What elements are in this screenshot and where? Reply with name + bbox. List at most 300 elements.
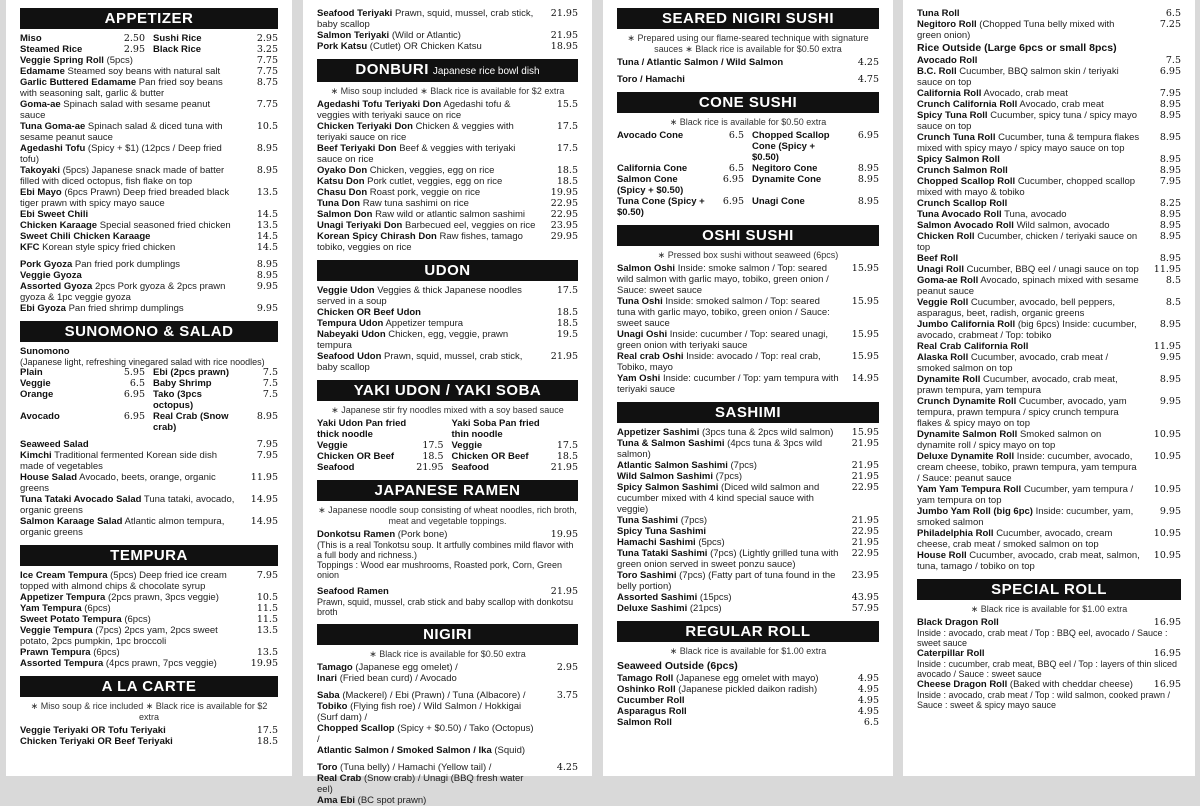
menu-item-appetizer-tempura [20, 592, 278, 603]
section-japanese-ramen [317, 480, 578, 617]
item-price: 21.95 [550, 30, 578, 41]
item-price: 8.75 [256, 77, 278, 88]
item-price: 9.95 [1159, 352, 1181, 363]
item-name: Seafood [317, 462, 355, 473]
item-name: Asparagus Roll [617, 706, 687, 717]
item-name: Yam Yam Tempura Roll [917, 484, 1022, 495]
item-description: (7pcs) [715, 471, 743, 482]
item-description: Atlantic almon tempura, organic greens [20, 516, 225, 538]
item-text [317, 41, 538, 52]
item-price: 4.95 [857, 684, 879, 695]
item-name: Donkotsu Ramen [317, 529, 396, 540]
item-price: 6.5 [728, 130, 744, 141]
item-price: 23.95 [851, 570, 879, 581]
item-price: 14.95 [250, 516, 278, 527]
item-text [617, 263, 839, 296]
section-title: APPETIZER [104, 10, 194, 27]
item-text [917, 55, 1141, 66]
item-text [617, 695, 839, 706]
section-header [917, 579, 1181, 600]
item-price: 8.95 [857, 163, 879, 174]
grid-item-steamed-rice [20, 44, 145, 55]
item-text [617, 548, 839, 570]
item-price: 18.5 [556, 176, 578, 187]
item-name: Ebi (2pcs prawn) [153, 367, 230, 378]
grid-item-veggie [317, 440, 444, 451]
menu-item-tuna-sashimi [617, 515, 879, 526]
menu-item-hamachi-sashimi [617, 537, 879, 548]
item-text [20, 625, 238, 647]
item-name: Tuna Oshi [617, 296, 663, 307]
item-text [20, 303, 238, 314]
item-price: 10.95 [1153, 429, 1181, 440]
item-description: Avocado, crab meat [1019, 99, 1104, 110]
item-name: Dynamite Roll [917, 374, 981, 385]
item-name: Oyako Don [317, 165, 368, 176]
item-name: Avocado Roll [917, 55, 978, 66]
menu-item-assorted-sashimi [617, 592, 879, 603]
item-description: Pan fried shrimp dumplings [68, 303, 184, 314]
item-name: Cheese Dragon Roll [917, 679, 1008, 690]
item-text [917, 99, 1141, 110]
item-text [917, 253, 1141, 264]
item-description: (Mackerel) / Ebi (Prawn) / Tuna (Albacore) / [342, 690, 526, 701]
item-text [917, 154, 1141, 165]
section-note: ∗ Pressed box sushi without seaweed (6pcs) [657, 250, 839, 260]
item-description: Inside: smoke salmon / Top: seared wild salmon with garlic mayo, tobiko, green onion / Sauce: sweet sauce [617, 263, 829, 296]
item-name: Korean Spicy Chirash Don [317, 231, 437, 242]
grid-item-miso [20, 33, 145, 44]
item-text [317, 30, 538, 41]
item-name: Alaska Roll [917, 352, 969, 363]
item-description: 2pcs Pork gyoza & 2pcs prawn gyoza & 1pc veggie gyoza [20, 281, 226, 303]
item-name: Tuna Avocado Roll [917, 209, 1002, 220]
item-description: Cucumber, spicy tuna / spicy mayo sauce on top [917, 110, 1137, 132]
menu-item-saba [317, 690, 578, 701]
menu-item-tuna-tataki-sashimi [617, 548, 879, 570]
item-name: Tuna / Atlantic Salmon / Wild Salmon [617, 57, 784, 68]
section-note: ∗ Prepared using our flame-seared technique with signature sauces ∗ Black rice is available for $0.50 extra [627, 33, 869, 54]
section-title: YAKI UDON / YAKI SOBA [353, 382, 542, 399]
section-subtitle: Japanese rice bowl dish [432, 66, 540, 77]
item-description: (6pcs Prawn) Deep fried breaded black tiger prawn with spicy mayo sauce [20, 187, 230, 209]
item-price: 8.95 [1159, 231, 1181, 242]
item-name: Agedashi Tofu Teriyaki Don [317, 99, 442, 110]
item-text [317, 165, 538, 176]
item-name: Garlic Buttered Edamame [20, 77, 137, 88]
section-title: DONBURI [355, 61, 429, 78]
item-name: Steamed Rice [20, 44, 83, 55]
item-price: 19.95 [550, 529, 578, 540]
menu-item-tuna-avocado-roll [917, 209, 1181, 220]
menu-item-beef-teriyaki-don [317, 143, 578, 165]
item-name: Tako (3pcs octopus) [153, 389, 202, 411]
item-name: Veggie Teriyaki OR Tofu Teriyaki [20, 725, 166, 736]
item-price: 3.75 [556, 690, 578, 701]
item-price: 4.95 [857, 673, 879, 684]
item-price: 22.95 [851, 482, 879, 493]
item-text [917, 429, 1141, 451]
item-text [917, 231, 1141, 253]
item-text [20, 231, 238, 242]
item-price [408, 418, 444, 440]
item-name: Chicken OR Beef [451, 451, 529, 462]
item-grid [20, 367, 278, 433]
menu-item-real-crab-california-roll [917, 341, 1181, 352]
menu-item-goma-ae [20, 99, 278, 121]
item-text [617, 373, 839, 395]
item-price: 17.5 [556, 285, 578, 296]
menu-item-toro-hamachi [617, 74, 879, 85]
section-note: ∗ Black rice is available for $1.00 extra [970, 604, 1128, 614]
menu-column-3 [603, 0, 893, 776]
item-price: 14.5 [256, 231, 278, 242]
menu-item-b-c-roll [917, 66, 1181, 88]
menu-item-california-roll [917, 88, 1181, 99]
menu-item-korean-spicy-chirash-don [317, 231, 578, 253]
item-name: Veggie [20, 378, 51, 389]
item-price: 8.95 [1159, 165, 1181, 176]
menu-item-sweet-potato-tempura [20, 614, 278, 625]
item-text [317, 209, 538, 220]
menu-item-pork-katsu [317, 41, 578, 52]
item-description: Raw wild or atlantic salmon sashimi [375, 209, 526, 220]
item-price: 7.25 [1159, 19, 1181, 30]
item-price: 18.5 [556, 165, 578, 176]
item-text [20, 603, 238, 614]
item-name: Ebi Sweet Chili [20, 209, 89, 220]
item-name: Sweet Chili Chicken Karaage [20, 231, 151, 242]
grid-item-tako-3pcs-octopus [153, 389, 278, 411]
item-price: 4.95 [857, 695, 879, 706]
item-name: Nabeyaki Udon [317, 329, 386, 340]
item-description: (21pcs) [689, 603, 722, 614]
item-price: 2.95 [256, 33, 278, 44]
item-name: Veggie Tempura [20, 625, 93, 636]
item-text [917, 374, 1141, 396]
item-price: 7.75 [256, 55, 278, 66]
item-description: Veggies & thick Japanese noodles served in a soup [317, 285, 522, 307]
item-description: Cucumber, avocado, cream cheese, crab meat / smoked salmon on top [917, 528, 1113, 550]
item-name: Assorted Gyoza [20, 281, 93, 292]
item-description: (Diced wild salmon and cucumber mixed with 4 kind special sauce with veggie) [617, 482, 820, 515]
item-text [617, 57, 839, 68]
item-description: Inside: avocado / Top: real crab, Tobiko, mayo [617, 351, 821, 373]
item-description: Cucumber, avocado, bell peppers, asparagus, beet, radish, organic greens [917, 297, 1116, 319]
item-text [917, 275, 1141, 297]
menu-item-salmon-oshi [617, 263, 879, 296]
item-description: (Wild or Atlantic) [391, 30, 461, 41]
item-text [20, 516, 238, 538]
menu-item-tobiko [317, 701, 578, 723]
section-regular-roll [617, 621, 879, 728]
item-text [917, 209, 1141, 220]
item-text [917, 550, 1141, 572]
item-description: Prawn, squid, mussel, crab stick, baby scallop [317, 8, 534, 30]
item-name: Spicy Salmon Roll [917, 154, 1000, 165]
item-price: 18.5 [556, 318, 578, 329]
item-name: Sweet Potato Tempura [20, 614, 122, 625]
item-description: (Japanese egg omelet with mayo) [675, 673, 819, 684]
menu-item-crunch-salmon-roll [917, 165, 1181, 176]
item-description: (Tuna belly) / Hamachi (Yellow tail) / [340, 762, 492, 773]
item-text [20, 99, 238, 121]
section-note: ∗ Black rice is available for $0.50 extra [369, 649, 526, 659]
item-name: Spicy Salmon Sashimi [617, 482, 719, 493]
item-price: 19.95 [550, 187, 578, 198]
item-price: 23.95 [550, 220, 578, 231]
item-name: Deluxe Dynamite Roll [917, 451, 1015, 462]
menu-item-chicken-or-beef-udon [317, 307, 578, 318]
item-name: Salmon Roll [617, 717, 672, 728]
item-price: 22.95 [851, 526, 879, 537]
item-price: 7.5 [1165, 55, 1181, 66]
item-text [917, 319, 1141, 341]
item-text [317, 99, 538, 121]
section-header [20, 8, 278, 29]
item-text [917, 617, 1141, 628]
item-text [917, 451, 1141, 484]
item-text [317, 187, 538, 198]
section-sashimi [617, 402, 879, 614]
item-price: 4.75 [857, 74, 879, 85]
item-name: House Salad [20, 472, 78, 483]
item-name: Salmon Avocado Roll [917, 220, 1014, 231]
menu-item-chopped-scallop [317, 723, 578, 745]
item-price: 13.5 [256, 220, 278, 231]
menu-item-unagi-teriyaki-don [317, 220, 578, 231]
item-name: Ebi Gyoza [20, 303, 66, 314]
menu-item-oshinko-roll [617, 684, 879, 695]
section-title: TEMPURA [110, 547, 188, 564]
menu-item-takoyaki [20, 165, 278, 187]
item-price: 18.5 [422, 451, 444, 462]
section-header [617, 402, 879, 423]
item-price: 7.5 [262, 389, 278, 400]
item-name: Dynamite Salmon Roll [917, 429, 1018, 440]
section-continued [917, 8, 1181, 572]
item-name: Veggie Roll [917, 297, 969, 308]
section-note: ∗ Miso soup & rice included ∗ Black rice is available for $2 extra [30, 701, 268, 722]
item-text [20, 450, 238, 472]
menu-item-asparagus-roll [617, 706, 879, 717]
item-price: 10.95 [1153, 528, 1181, 539]
item-description: (Spicy + $0.50) / Tako (Octopus) / [317, 723, 534, 745]
item-text [917, 110, 1141, 132]
item-name: California Roll [917, 88, 982, 99]
item-description: (4pcs prawn, 7pcs veggie) [105, 658, 217, 669]
item-price: 7.5 [262, 378, 278, 389]
item-price: 9.95 [1159, 396, 1181, 407]
item-name: Chicken Teriyaki Don [317, 121, 413, 132]
item-name: Chopped Scallop Cone (Spicy + $0.50) [752, 130, 830, 163]
item-text [317, 795, 538, 806]
menu-item-house-roll [917, 550, 1181, 572]
item-name: Chopped Scallop Roll [917, 176, 1016, 187]
item-name: Katsu Don [317, 176, 365, 187]
item-name: Ice Cream Tempura [20, 570, 108, 581]
item-name: Beef Roll [917, 253, 959, 264]
item-description: Roast pork, veggie on rice [369, 187, 481, 198]
menu-item-house-salad [20, 472, 278, 494]
item-name: Yam Tempura [20, 603, 82, 614]
item-price: 10.95 [1153, 550, 1181, 561]
item-name: Crunch California Roll [917, 99, 1018, 110]
item-description: Appetizer tempura [385, 318, 464, 329]
section-note: ∗ Japanese stir fry noodles mixed with a soy based sauce [331, 405, 564, 415]
item-note: (Japanese light, refreshing vinegared salad with rice noodles) [20, 357, 265, 367]
item-text [317, 285, 538, 307]
item-price: 21.95 [851, 460, 879, 471]
item-name: Avocado [20, 411, 60, 422]
item-text [917, 484, 1141, 506]
item-name: Black Dragon Roll [917, 617, 999, 628]
menu-item-yam-tempura [20, 603, 278, 614]
menu-item-salmon-don [317, 209, 578, 220]
section-header [20, 545, 278, 566]
menu-item-spicy-salmon-roll [917, 154, 1181, 165]
menu-item-seafood-ramen [317, 586, 578, 597]
item-text [317, 662, 538, 673]
item-text [317, 701, 538, 723]
item-name: Salmon Don [317, 209, 373, 220]
item-text [317, 745, 538, 756]
item-text [617, 74, 839, 85]
item-price: 21.95 [851, 537, 879, 548]
item-name: Spicy Tuna Roll [917, 110, 988, 121]
item-text [317, 121, 538, 143]
item-name: Seafood [451, 462, 489, 473]
item-price: 17.5 [556, 440, 578, 451]
item-price: 17.5 [556, 143, 578, 154]
item-text [617, 526, 839, 537]
item-name: Tempura Udon [317, 318, 384, 329]
menu-item-tuna-goma-ae [20, 121, 278, 143]
item-description: Chicken, veggies, egg on rice [369, 165, 495, 176]
item-price: 8.95 [857, 196, 879, 207]
item-description: Avocado, spinach mixed with sesame peanut sauce [917, 275, 1139, 297]
item-price: 7.95 [1159, 176, 1181, 187]
item-name: Veggie [317, 440, 348, 451]
grid-item-yaki-udon-pan-fried-thick-noodle [317, 418, 444, 440]
menu-item-agedashi-tofu-teriyaki-don [317, 99, 578, 121]
item-name: Seafood Udon [317, 351, 382, 362]
item-description: (5pcs) Japanese snack made of batter filled with diced octopus, fish flake on top [20, 165, 225, 187]
item-name: Hamachi Sashimi [617, 537, 696, 548]
item-price: 15.95 [851, 329, 879, 340]
item-name: Chicken Teriyaki OR Beef Teriyaki [20, 736, 173, 747]
item-text [917, 396, 1141, 429]
item-description: Beef & veggies with teriyaki sauce on rice [317, 143, 516, 165]
menu-item-ebi-sweet-chili [20, 209, 278, 220]
menu-item-chicken-karaage [20, 220, 278, 231]
item-price: 8.95 [1159, 132, 1181, 143]
item-description: (7pcs) (Fatty part of tuna found in the belly portion) [617, 570, 836, 592]
section-udon [317, 260, 578, 373]
menu-item-seaweed-salad [20, 439, 278, 450]
item-price: 14.5 [256, 209, 278, 220]
item-name: Unagi Teriyaki Don [317, 220, 403, 231]
item-description: (15pcs) [699, 592, 732, 603]
grid-item-chicken-or-beef [317, 451, 444, 462]
item-price: 2.95 [556, 662, 578, 673]
item-grid [617, 130, 879, 218]
item-price: 8.95 [1159, 209, 1181, 220]
item-name: Veggie Spring Roll [20, 55, 104, 66]
item-description: Inside: cucumber, yam, smoked salmon [917, 506, 1134, 528]
grid-item-dynamite-cone [752, 174, 879, 196]
item-description: (Flying fish roe) / Wild Salmon / Hokkigai (Surf dam) / [317, 701, 522, 723]
grid-item-black-rice [153, 44, 278, 55]
item-description: Pan fried pork dumplings [74, 259, 181, 270]
menu-item-avocado-roll [917, 55, 1181, 66]
category-heading: Rice Outside (Large 6pcs or small 8pcs) [917, 42, 1117, 54]
item-name: Salmon Oshi [617, 263, 676, 274]
section-note: ∗ Black rice is available for $0.50 extra [669, 117, 827, 127]
item-price: 21.95 [851, 515, 879, 526]
item-description: (Fried bean curd) / Avocado [339, 673, 457, 684]
item-name: Chicken Roll [917, 231, 975, 242]
item-price: 11.5 [256, 603, 278, 614]
item-price: 16.95 [1153, 648, 1181, 659]
section-header [617, 621, 879, 642]
item-price: 10.95 [1153, 484, 1181, 495]
menu-item-wild-salmon-sashimi [617, 471, 879, 482]
item-name: Prawn Tempura [20, 647, 91, 658]
menu-item-salmon-avocado-roll [917, 220, 1181, 231]
item-name: Veggie [451, 440, 483, 451]
item-price: 8.95 [1159, 154, 1181, 165]
item-description: Cucumber, chopped scallop mixed with mayo & tobiko [917, 176, 1136, 198]
item-note: Inside : cucumber, crab meat, BBQ eel / Top : layers of thin sliced avocado / Sauce : sweet sauce [917, 659, 1177, 679]
item-description: (Japanese pickled daikon radish) [678, 684, 818, 695]
item-name: Tamago Roll [617, 673, 674, 684]
menu-item-ebi-mayo [20, 187, 278, 209]
item-text [617, 438, 839, 460]
menu-item-tuna-atlantic-salmon-wild-salmon [617, 57, 879, 68]
grid-item-chicken-or-beef [452, 451, 579, 462]
section-note: ∗ Miso soup included ∗ Black rice is available for $2 extra [330, 86, 565, 96]
item-description: (7pcs) [680, 515, 708, 526]
item-price: 8.95 [857, 174, 879, 185]
item-name: Negitoro Roll [917, 19, 977, 30]
item-price: 7.95 [1159, 88, 1181, 99]
item-price: 4.25 [556, 762, 578, 773]
item-description: Inside: cucumber / Top: seared unagi, green onion with teriyaki sauce [617, 329, 829, 351]
item-description: (7pcs) (Lightly grilled tuna with green onion served in sweet ponzu sauce) [617, 548, 839, 570]
item-name: Unagi Roll [917, 264, 964, 275]
item-name: Tuna Cone (Spicy + $0.50) [617, 196, 705, 218]
menu-item-chicken-teriyaki-or-beef-teriyaki [20, 736, 278, 747]
menu-item-crunch-scallop-roll [917, 198, 1181, 209]
item-price: 10.95 [1153, 451, 1181, 462]
item-text [20, 614, 238, 625]
item-price: 8.25 [1159, 198, 1181, 209]
menu-item-tamago [317, 662, 578, 673]
section-title: A LA CARTE [101, 678, 197, 695]
menu-item-yam-yam-tempura-roll [917, 484, 1181, 506]
item-price: 8.95 [1159, 99, 1181, 110]
item-price: 6.5 [863, 717, 879, 728]
item-name: Tobiko [317, 701, 348, 712]
item-name: Ebi Mayo [20, 187, 62, 198]
item-price: 8.5 [1165, 275, 1181, 286]
grid-item-avocado-cone [617, 130, 744, 163]
item-text [20, 66, 238, 77]
menu-item-philadelphia-roll [917, 528, 1181, 550]
item-name: Toro / Hamachi [617, 74, 685, 85]
item-text [20, 736, 238, 747]
